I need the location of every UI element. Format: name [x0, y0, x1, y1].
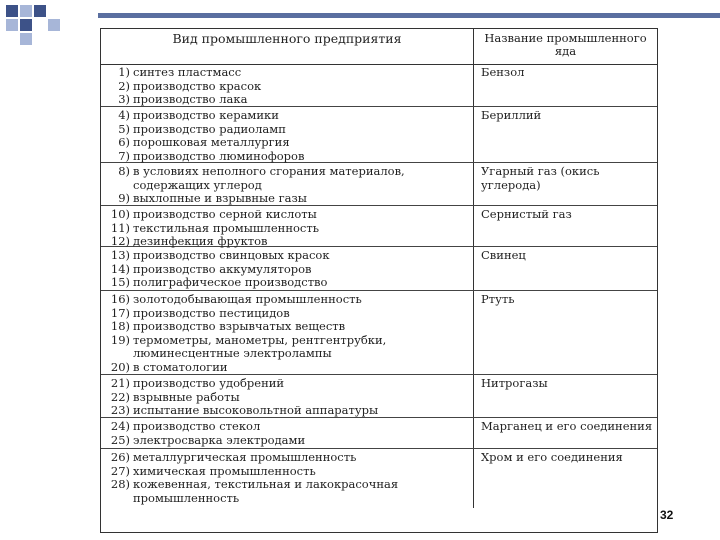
item-text: содержащих углерод	[133, 177, 262, 192]
item-text: люминесцентные электролампы	[133, 346, 332, 361]
enterprise-list	[101, 247, 473, 290]
item-number: 27)	[110, 463, 130, 478]
list-item	[101, 465, 473, 479]
list-item	[101, 391, 473, 405]
item-text: производство керамики	[133, 108, 279, 122]
list-item	[101, 307, 473, 321]
item-text: производство стекол	[133, 419, 261, 433]
list-item	[101, 478, 473, 492]
list-item	[101, 165, 473, 179]
table-row	[101, 449, 657, 508]
list-item	[101, 179, 473, 193]
decor-square	[6, 5, 18, 17]
item-number: 28)	[110, 477, 130, 492]
item-text: производство лака	[133, 92, 248, 107]
item-number: 23)	[110, 403, 130, 418]
item-text: термометры, манометры, рентгентрубки,	[133, 332, 387, 347]
list-item	[101, 66, 473, 80]
item-number: 24)	[110, 419, 130, 433]
list-item	[101, 136, 473, 150]
item-number: 7)	[118, 148, 130, 163]
table-row	[101, 206, 657, 247]
item-number: 26)	[110, 450, 130, 464]
item-text: производство радиоламп	[133, 121, 286, 136]
item-number: 21)	[110, 376, 130, 390]
enterprise-list	[101, 418, 473, 448]
item-text: порошковая металлургия	[133, 135, 290, 150]
enterprise-list	[101, 107, 473, 162]
item-number: 3)	[118, 92, 130, 107]
list-item	[101, 451, 473, 465]
item-text: электросварка электродами	[133, 432, 306, 447]
poison-name: Угарный газ (окись углерода)	[473, 163, 657, 205]
item-text: металлургическая промышленность	[133, 450, 357, 464]
list-item	[101, 492, 473, 506]
decor-square	[48, 19, 60, 31]
list-item	[101, 434, 473, 448]
enterprise-list	[101, 449, 473, 508]
poison-name: Нитрогазы	[473, 375, 657, 417]
table-row	[101, 247, 657, 291]
header-accent-bar	[98, 13, 720, 18]
list-item	[101, 109, 473, 123]
poison-name: Бензол	[473, 64, 657, 106]
list-item	[101, 404, 473, 418]
item-text: в условиях неполного сгорания материалов,	[133, 164, 405, 178]
list-item	[101, 263, 473, 277]
item-number: 4)	[118, 108, 130, 122]
item-text: взрывные работы	[133, 389, 240, 404]
item-number: 13)	[110, 248, 130, 262]
poisons-table	[100, 28, 658, 533]
item-number: 8)	[118, 164, 130, 178]
item-text: производство пестицидов	[133, 305, 290, 320]
header-col-poison: Название промышленного яда	[473, 29, 657, 64]
item-number: 2)	[118, 78, 130, 93]
decor-square	[34, 5, 46, 17]
list-item	[101, 249, 473, 263]
decor-square	[20, 33, 32, 45]
item-number: 14)	[110, 261, 130, 276]
header-col-enterprise: Вид промышленного предприятия	[172, 31, 402, 46]
list-item	[101, 222, 473, 236]
item-text: производство серной кислоты	[133, 207, 317, 221]
enterprise-list	[101, 375, 473, 417]
item-text: выхлопные и взрывные газы	[133, 191, 307, 206]
table-row	[101, 418, 657, 449]
item-text: производство люминофоров	[133, 148, 305, 163]
poison-name: Ртуть	[473, 291, 657, 374]
list-item	[101, 377, 473, 391]
list-item	[101, 192, 473, 206]
item-number: 10)	[110, 207, 130, 221]
page-number: 32	[660, 508, 674, 522]
decor-square	[6, 19, 18, 31]
table-row	[101, 375, 657, 418]
item-number: 9)	[118, 191, 130, 206]
item-text: в стоматологии	[133, 359, 228, 374]
poison-name: Хром и его соединения	[473, 449, 657, 508]
item-text: кожевенная, текстильная и лакокрасочная	[133, 477, 399, 492]
item-text: производство красок	[133, 78, 262, 93]
list-item	[101, 276, 473, 290]
item-text: производство взрывчатых веществ	[133, 319, 346, 334]
item-number: 15)	[110, 275, 130, 290]
list-item	[101, 361, 473, 375]
list-item	[101, 93, 473, 107]
poison-name: Бериллий	[473, 107, 657, 162]
item-number: 16)	[110, 292, 130, 306]
item-text: полиграфическое производство	[133, 275, 328, 290]
enterprise-list	[101, 64, 473, 106]
list-item	[101, 123, 473, 137]
table-row	[101, 163, 657, 206]
table-header	[101, 29, 657, 65]
item-number: 1)	[118, 65, 130, 79]
item-text: дезинфекция фруктов	[133, 234, 268, 249]
item-number: 18)	[110, 319, 130, 334]
item-number: 25)	[110, 432, 130, 447]
list-item	[101, 320, 473, 334]
item-text: золотодобывающая промышленность	[133, 292, 362, 306]
item-number: 5)	[118, 121, 130, 136]
item-number: 22)	[110, 389, 130, 404]
item-text: текстильная промышленность	[133, 220, 319, 235]
list-item	[101, 293, 473, 307]
decor-square	[20, 19, 32, 31]
item-text: производство аккумуляторов	[133, 261, 312, 276]
item-number: 17)	[110, 305, 130, 320]
list-item	[101, 420, 473, 434]
item-text: производство свинцовых красок	[133, 248, 330, 262]
poison-name: Свинец	[473, 247, 657, 290]
item-text: химическая промышленность	[133, 463, 316, 478]
enterprise-list	[101, 206, 473, 249]
item-text: промышленность	[133, 490, 240, 505]
poison-name: Марганец и его соединения	[473, 418, 657, 448]
item-number: 11)	[110, 220, 130, 235]
list-item	[101, 334, 473, 348]
enterprise-list	[101, 163, 473, 205]
poison-name: Сернистый газ	[473, 206, 657, 246]
list-item	[101, 150, 473, 164]
list-item	[101, 208, 473, 222]
table-row	[101, 107, 657, 163]
item-text: производство удобрений	[133, 376, 285, 390]
item-number: 12)	[110, 234, 130, 249]
decor-square	[20, 5, 32, 17]
list-item	[101, 80, 473, 94]
table-row	[101, 64, 657, 107]
item-number: 20)	[110, 359, 130, 374]
list-item	[101, 347, 473, 361]
item-text: испытание высоковольтной аппаратуры	[133, 403, 379, 418]
table-row	[101, 291, 657, 375]
item-number: 19)	[110, 332, 130, 347]
item-number: 6)	[118, 135, 130, 150]
enterprise-list	[101, 291, 473, 374]
item-text: синтез пластмасс	[133, 65, 242, 79]
